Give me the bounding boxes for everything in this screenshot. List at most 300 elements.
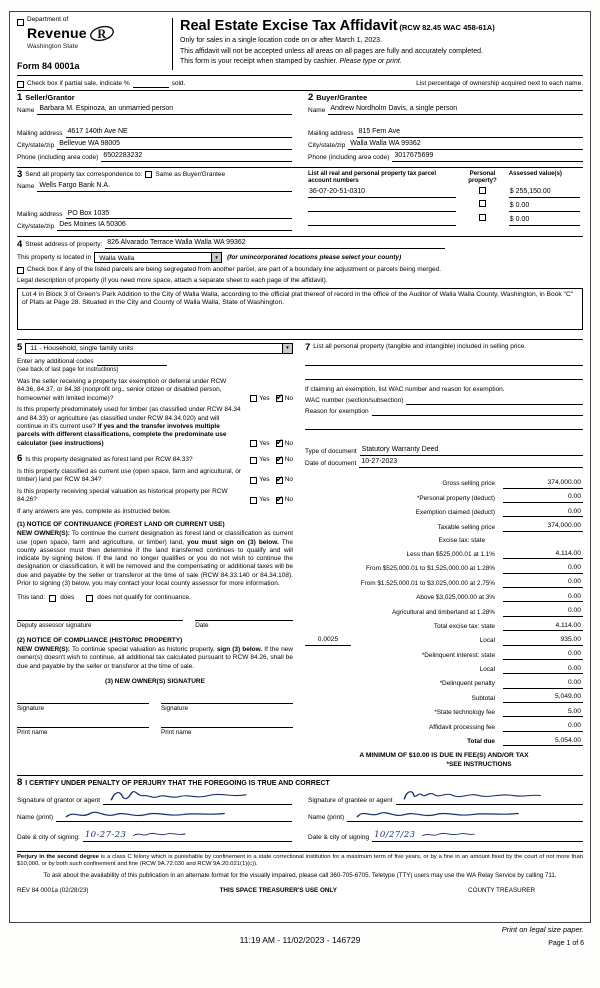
grantee-name-handwriting <box>353 806 530 821</box>
personal-property-intro: List all personal property (tangible and intangible) included in selling price. <box>313 342 527 350</box>
exemption-deferral-answers <box>242 395 293 403</box>
title-line <box>180 17 583 36</box>
money-row <box>305 708 583 718</box>
partial-sale-label: Check box if partial sale, indicate % <box>27 79 130 87</box>
timber-no-checkbox[interactable] <box>276 440 283 447</box>
money-row <box>305 679 583 689</box>
grantor-signature-scrawl <box>109 789 251 804</box>
buyer-phone-label: Phone (including area code) <box>308 153 390 161</box>
personal-property-deduct-value[interactable]: 0.00 <box>503 493 583 503</box>
see-instructions-note: *SEE INSTRUCTIONS <box>446 760 512 768</box>
personal-property-line-1[interactable] <box>305 356 583 366</box>
grantee-date-handwriting: 10/27/23 <box>374 830 416 841</box>
correspondence-parcel-row <box>17 167 583 236</box>
buyer-name-label: Name <box>308 106 326 114</box>
parcel-table-section <box>308 170 583 231</box>
owner-signature-1-cell <box>17 694 149 713</box>
notice1-bold: you must sign on (3) below. <box>187 538 279 546</box>
header-divider <box>172 18 173 70</box>
form-title: Real Estate Excise Tax Affidavit <box>180 18 398 34</box>
exemption-claimed-value[interactable]: 0.00 <box>503 508 583 518</box>
county-treasurer-label: COUNTY TREASURER <box>468 886 535 894</box>
section-4-number: 4 <box>17 238 23 250</box>
tax-computation-column <box>305 343 583 769</box>
seller-csz-label: City/state/zip <box>17 141 55 149</box>
doc-type-field[interactable]: Statutory Warranty Deed <box>360 446 583 456</box>
correspondence-csz-label: City/state/zip <box>17 223 55 231</box>
parcel-row <box>308 198 583 212</box>
additional-codes-field[interactable] <box>97 358 167 366</box>
seller-heading-row <box>17 93 292 103</box>
delinquent-interest-state-label: *Delinquent interest: state <box>421 651 495 659</box>
owner-signature-2-cell <box>161 694 293 713</box>
header-note-3 <box>180 58 583 67</box>
personal-property-2-checkbox[interactable] <box>479 214 486 221</box>
money-row <box>305 636 583 646</box>
deputy-date-cell <box>195 611 293 630</box>
revenue-row <box>27 24 115 43</box>
money-row <box>305 607 583 617</box>
left-column <box>17 343 305 769</box>
buyer-heading: Buyer/Grantee <box>316 92 368 102</box>
segregated-label: Check box if any of the listed parcels are being segregated from another parcel, are part of a boundary line adjustment or parcels being merged. <box>27 266 442 274</box>
grantor-city-handwriting <box>132 829 187 839</box>
land-does-checkbox[interactable] <box>49 595 56 602</box>
exemption-note: If claiming an exemption, list WAC number and reason for exemption. <box>305 386 505 394</box>
treasurer-space-label: THIS SPACE TREASURER'S USE ONLY <box>219 886 337 894</box>
buyer-mailing-field[interactable]: 815 Fern Ave <box>357 128 583 138</box>
local-tax-value[interactable]: 935.00 <box>503 636 583 646</box>
seller-mailing-field[interactable]: 4617 140th Ave NE <box>66 128 292 138</box>
money-row <box>305 693 583 703</box>
money-row <box>305 550 583 560</box>
money-row <box>305 508 583 518</box>
no-label: No <box>284 456 293 463</box>
wac-number-field[interactable] <box>406 396 583 405</box>
seller-heading: Seller/Grantor <box>25 92 75 102</box>
yes-label: Yes <box>259 476 270 484</box>
doc-date-label: Date of document <box>305 459 357 467</box>
additional-codes-label: Enter any additional codes <box>17 357 94 365</box>
owner-print-2-caption: Print name <box>161 729 192 737</box>
money-row <box>305 737 583 747</box>
personal-property-0-checkbox[interactable] <box>479 187 486 194</box>
subtotal-value[interactable]: 5,049.00 <box>503 693 583 703</box>
dept-of-label: Department of <box>27 16 69 23</box>
local-tax-label: Local <box>479 637 495 645</box>
grantor-date-city-field[interactable] <box>83 829 292 842</box>
tax-tier-1-label: Less than $525,000.01 at 1.1% <box>406 551 495 559</box>
owner-print-1-cell <box>17 718 149 737</box>
signatures-row <box>17 789 583 842</box>
grantee-name-print-label: Name (print) <box>308 813 345 821</box>
exemption-deferral-question <box>17 378 293 403</box>
header-note-2: This affidavit will not be accepted unless all areas on all pages are fully and accurately completed. <box>180 47 483 55</box>
section-6-number: 6 <box>17 453 23 464</box>
notice2-part2: If the new owner(s) doesn't wish to continue, all additional tax calculated pursuant to RCW 84.26, shall be due and payable by the seller or transferor at the time of sale. <box>17 646 293 670</box>
correspondence-name-field[interactable]: Wells Fargo Bank N.A. <box>37 182 292 192</box>
sold-label: sold. <box>171 79 186 87</box>
minimum-due-note: A MINIMUM OF $10.00 IS DUE IN FEE(S) AND/OR TAX <box>359 752 529 760</box>
grantee-date-city-field[interactable] <box>372 829 583 842</box>
timber-answers <box>242 440 293 448</box>
agricultural-timberland-label: Agricultural and timberland at 1.28% <box>391 608 495 616</box>
tax-tier-2-value[interactable]: 0.00 <box>503 564 583 574</box>
dropdown-arrow-icon <box>211 253 221 262</box>
perjury-lead: Perjury in the second degree <box>17 854 99 861</box>
header-note-1: Only for sales in a single location code on or after March 1, 2023. <box>180 37 382 45</box>
delinquent-interest-local-value[interactable]: 0.00 <box>503 665 583 675</box>
bottom-row <box>17 887 583 895</box>
forest-land-question <box>17 454 293 464</box>
local-rate-field[interactable]: 0.0025 <box>305 636 351 646</box>
parcel-table-header-row <box>308 170 583 184</box>
yes-label: Yes <box>259 456 270 463</box>
grantor-name-handwriting <box>62 806 239 821</box>
unincorporated-note: (for unincorporated locations please select your county) <box>227 253 402 261</box>
grantor-date-city-label: Date & city of signing: <box>17 834 80 842</box>
grantor-name-print-label: Name (print) <box>17 813 54 821</box>
reason-exemption-label: Reason for exemption <box>305 408 369 416</box>
current-use-answers <box>242 476 293 484</box>
section-2-number: 2 <box>308 91 314 103</box>
money-row <box>305 564 583 574</box>
money-row <box>305 479 583 489</box>
current-use-question <box>17 468 293 485</box>
partial-sale-bar <box>17 76 583 90</box>
correspondence-mailing-label: Mailing address <box>17 211 63 219</box>
title-block <box>180 16 583 72</box>
timber-question-bold: If yes and the transfer involves multiple parcels with different classifications, complete the predominate use calculator (see instructions) <box>17 423 227 447</box>
subtotal-label: Subtotal <box>471 694 495 702</box>
buyer-mailing-label: Mailing address <box>308 129 354 137</box>
parcel-number-1-field[interactable] <box>308 203 456 212</box>
tax-tier-3-value[interactable]: 0.00 <box>503 578 583 588</box>
delinquent-interest-local-label: Local <box>479 666 495 674</box>
deputy-date-caption: Date <box>195 621 209 629</box>
parcel-number-2-field[interactable] <box>308 217 456 226</box>
rev-number: REV 84 0001a (02/28/23) <box>17 886 89 894</box>
timber-question-normal: Is this property predominately used for timber (as classified under RCW 84.34 and 84.33) or agriculture (as classified under RCW 84.34.020) and will continue in it's current use? <box>17 406 241 431</box>
total-excise-state-label: Total excise tax: state <box>433 622 495 630</box>
money-row <box>305 665 583 675</box>
current-use-no-checkbox[interactable] <box>276 477 283 484</box>
notice-compliance-title: (2) NOTICE OF COMPLIANCE (HISTORIC PROPERTY) <box>17 636 183 644</box>
owner-print-2-field[interactable] <box>161 718 293 728</box>
see-back-note: (see back of last page for instructions) <box>17 366 119 373</box>
reason-exemption-field[interactable] <box>372 407 583 416</box>
does-not-label: does not qualify for continuance. <box>97 594 191 602</box>
assessed-value-0-field[interactable]: $ 255,150.00 <box>509 188 580 198</box>
taxable-selling-price-label: Taxable selling price <box>437 523 495 531</box>
tax-tier-4-label: Above $3,025,000.00 at 3% <box>416 594 495 602</box>
owner-signature-1-field[interactable] <box>17 694 149 704</box>
affidavit-processing-fee-value[interactable]: 0.00 <box>503 722 583 732</box>
notice1-lead: NEW OWNER(S): <box>17 530 72 538</box>
historic-yes-checkbox[interactable] <box>250 497 257 504</box>
small-square-icon <box>17 19 24 26</box>
seller-phone-field[interactable]: 6502283232 <box>101 152 292 162</box>
yes-label: Yes <box>259 439 270 447</box>
buyer-section <box>308 93 583 162</box>
partial-sale-checkbox[interactable] <box>17 81 24 88</box>
grantee-name-print-field[interactable] <box>347 813 583 822</box>
parcel-table <box>308 170 583 225</box>
correspondence-label: Send all property tax correspondence to: <box>25 170 143 178</box>
notice2-bold: sign (3) below. <box>216 646 263 654</box>
land-qualify-row <box>17 594 293 602</box>
new-owner-print-row <box>17 718 293 737</box>
tax-tier-3-label: From $1,525,000.01 to $3,025,000.00 at 2.75% <box>360 579 495 587</box>
yes-label: Yes <box>259 394 270 402</box>
gross-selling-price-label: Gross selling price <box>442 480 495 488</box>
grantee-signature-field[interactable] <box>396 796 583 805</box>
deputy-signature-cell <box>17 611 183 630</box>
forest-yes-checkbox[interactable] <box>250 457 257 464</box>
legal-description-label: Legal description of property (if you need more space, attach a separate sheet to each page of the affidavit). <box>17 277 328 285</box>
buyer-name-field[interactable]: Andrew Nordholm Davis, a single person <box>328 105 583 115</box>
assessed-value-1-field[interactable]: $ 0.00 <box>509 202 580 212</box>
grantee-signature-block <box>308 789 583 842</box>
no-label: No <box>284 394 293 402</box>
notice1-part2: The county assessor must then determine if the land transferred continues to qualify and will indicate by signing below. If the land no longer qualifies or you do not wish to continue the designation or classification, it will be removed and the compensating or additional taxes will be due and payable by the seller or transferor at the time of sale (RCW 84.33.140 or 84.34.108). Prior to signing (3) below, you may contact your local county assessor for more information. <box>17 538 293 588</box>
correspondence-mailing-field[interactable]: PO Box 1035 <box>66 210 292 220</box>
notice-continuance-text <box>17 530 293 588</box>
reason-exemption-line-2[interactable] <box>305 420 583 430</box>
total-due-value[interactable]: 5,054.00 <box>503 737 583 747</box>
header-note-3a: This form is your receipt when stamped by cashier. <box>180 57 340 65</box>
forest-land-text <box>17 454 242 464</box>
spacer <box>305 468 583 474</box>
same-as-buyer-checkbox[interactable] <box>145 171 152 178</box>
doc-date-field[interactable]: 10-27-2023 <box>359 458 583 468</box>
timber-question <box>17 406 293 448</box>
tax-correspondence-section <box>17 170 292 231</box>
logo-letter: R <box>97 27 107 42</box>
doc-type-label: Type of document <box>305 447 357 455</box>
owner-signature-1-caption: Signature <box>17 705 44 713</box>
owner-print-1-caption: Print name <box>17 729 48 737</box>
tax-tier-2-label: From $525,000.01 to $1,525,000.00 at 1.28% <box>366 565 495 573</box>
notice2-lead: NEW OWNER(S): <box>17 646 73 654</box>
grantor-date-handwriting: 10-27-23 <box>84 830 127 841</box>
legal-description-field[interactable]: Lot 4 in Block 3 of Green's Park Addition to the City of Walla Walla, according to the official plat thereof of record in the office of the Auditor of Walla Walla County, Washington, in Book "C" of Plats at Page 28. Situated in the City and County of Walla Walla, State of Washington. <box>17 288 583 330</box>
yes-label: Yes <box>259 496 270 504</box>
section-7-number: 7 <box>305 341 311 353</box>
tax-tier-1-value[interactable]: 4,114.00 <box>503 550 583 560</box>
parcel-numbers-header: List all real and personal property tax parcel account numbers <box>308 170 437 185</box>
main-columns <box>17 339 583 769</box>
grantor-signature-block <box>17 789 292 842</box>
header-note-3b: Please type or print. <box>339 57 402 65</box>
state-technology-fee-label: *State technology fee <box>434 709 495 717</box>
section-8-number: 8 <box>17 776 23 788</box>
historic-answers <box>242 496 293 504</box>
section-3-number: 3 <box>17 169 23 181</box>
parcel-number-0-field[interactable]: 36-07-20-51-0310 <box>308 188 456 198</box>
certify-heading-row <box>17 778 583 789</box>
property-location-section <box>17 236 583 334</box>
form-header <box>17 16 583 76</box>
seller-buyer-row <box>17 90 583 167</box>
notice-compliance-text <box>17 646 293 671</box>
gross-selling-price-value[interactable]: 374,000.00 <box>503 479 583 489</box>
grantee-city-handwriting <box>421 829 476 839</box>
segregated-checkbox[interactable] <box>17 267 24 274</box>
personal-property-1-checkbox[interactable] <box>479 200 486 207</box>
deputy-date-field[interactable] <box>195 611 293 621</box>
personal-property-intro-row <box>305 343 583 353</box>
alternate-format-note: To ask about the availability of this publication in an alternate format for the visually impaired, please call 360-705-6705. Teletype (TTY) users may use the WA Relay Service by calling 711. <box>43 871 557 879</box>
personal-property-deduct-label: *Personal property (deduct) <box>416 494 495 502</box>
seller-phone-label: Phone (including area code) <box>17 153 99 161</box>
owner-signature-2-field[interactable] <box>161 694 293 704</box>
grantor-name-print-field[interactable] <box>56 813 292 822</box>
owner-signature-2-caption: Signature <box>161 705 188 713</box>
delinquent-interest-state-value[interactable]: 0.00 <box>503 650 583 660</box>
spacer <box>305 430 583 444</box>
forest-land-answers <box>242 456 293 464</box>
deputy-signature-field[interactable] <box>17 611 183 621</box>
seller-csz-field[interactable]: Bellevue WA 98005 <box>57 140 292 150</box>
agricultural-timberland-value[interactable]: 0.00 <box>503 607 583 617</box>
exemption-claimed-label: Exemption claimed (deduct) <box>415 509 495 517</box>
money-row <box>305 650 583 660</box>
total-excise-state-value[interactable]: 4,114.00 <box>503 622 583 632</box>
grantee-date-city-label: Date & city of signing <box>308 834 370 842</box>
forest-land-label: Is this property designated as forest land per RCW 84.33? <box>25 456 193 463</box>
no-label: No <box>284 496 293 504</box>
use-code-value: 11 - Household, single family units <box>30 345 134 353</box>
use-code-dropdown[interactable] <box>25 343 293 354</box>
partial-sale-group <box>17 80 185 88</box>
partial-sale-percent-field[interactable] <box>133 80 169 88</box>
buyer-heading-row <box>308 93 583 103</box>
location-dropdown-value: Walla Walla <box>99 254 135 262</box>
certification-section <box>17 775 583 846</box>
affidavit-processing-fee-label: Affidavit processing fee <box>429 723 495 731</box>
money-row <box>305 578 583 588</box>
revenue-logo-icon <box>89 24 115 43</box>
forest-no-checkbox[interactable] <box>276 457 283 464</box>
certify-statement: I CERTIFY UNDER PENALTY OF PERJURY THAT THE FOREGOING IS TRUE AND CORRECT <box>25 779 330 787</box>
form-title-rcw: (RCW 82.45 WAC 458-61A) <box>399 23 495 32</box>
street-address-field[interactable]: 826 Alvarado Terrace Walla Walla WA 99362 <box>105 239 445 249</box>
section-5-number: 5 <box>17 342 23 354</box>
grantee-signature-label: Signature of grantee or agent <box>308 797 393 805</box>
street-address-label: Street address of property: <box>25 241 103 249</box>
wac-number-label: WAC number (section/subsection) <box>305 397 404 405</box>
seller-name-label: Name <box>17 106 35 114</box>
money-row <box>305 493 583 503</box>
parcel-row <box>308 184 583 198</box>
parcel-row <box>308 212 583 226</box>
money-row <box>305 593 583 603</box>
exemption-no-checkbox[interactable] <box>276 395 283 402</box>
notice1-part1: To continue the current designation as forest land or classification as current use (open space, farm and agriculture, or timber) land, <box>17 530 294 546</box>
buyer-csz-label: City/state/zip <box>308 141 346 149</box>
affidavit-page <box>9 11 591 923</box>
perjury-text: is a class C felony which is punishable by confinement in a state correctional institution for a maximum term of five years, or by a fine in an amount fixed by the court of not more than $10,000, or by both such confinement and fine (RCW 9A.72.030 and RCW 9A.20.021(1)(c)). <box>17 854 583 868</box>
deputy-assessor-row <box>17 611 293 630</box>
deputy-signature-caption: Deputy assessor signature <box>17 621 92 629</box>
owner-print-1-field[interactable] <box>17 718 149 728</box>
timestamp: 11:19 AM - 11/02/2023 - 146729 <box>239 935 361 945</box>
agency-lockup <box>17 16 165 52</box>
delinquent-penalty-value[interactable]: 0.00 <box>503 679 583 689</box>
exemption-yes-checkbox[interactable] <box>250 395 257 402</box>
new-owner-signature-row <box>17 694 293 713</box>
new-owner-signature-title: (3) NEW OWNER(S) SIGNATURE <box>105 677 205 685</box>
form-number: Form 84 0001a <box>17 60 80 71</box>
buyer-csz-field[interactable]: Walla Walla WA 99362 <box>348 140 583 150</box>
seller-section <box>17 93 292 162</box>
notice-continuance-title: (1) NOTICE OF CONTINUANCE (FOREST LAND OR CURRENT USE) <box>17 520 225 528</box>
grantor-signature-field[interactable] <box>103 796 292 805</box>
no-label: No <box>284 439 293 447</box>
seller-name-field[interactable]: Barbara M. Espinoza, an unmarried person <box>37 105 292 115</box>
perjury-paragraph <box>17 851 583 868</box>
same-as-buyer-label: Same as Buyer/Grantee <box>155 170 226 178</box>
money-row <box>305 522 583 532</box>
assessed-value-2-field[interactable]: $ 0.00 <box>509 216 580 226</box>
revenue-wordmark: Revenue <box>27 24 87 41</box>
located-in-label: This property is located in <box>17 253 92 261</box>
seller-mailing-label: Mailing address <box>17 129 63 137</box>
seller-name-gap <box>17 115 292 126</box>
land-does-not-checkbox[interactable] <box>86 595 93 602</box>
historic-text: Is this property receiving special valuation as historical property per RCW 84.26? <box>17 487 228 504</box>
dropdown-arrow-icon <box>282 344 292 353</box>
agency-block <box>17 16 165 72</box>
state-technology-fee-value[interactable]: 5.00 <box>503 708 583 718</box>
correspondence-gap <box>17 192 292 208</box>
washington-state-label: Washington State <box>27 43 79 51</box>
correspondence-csz-field[interactable]: Des Moines IA 50306 <box>57 221 292 231</box>
historic-question <box>17 488 293 505</box>
location-dropdown[interactable] <box>94 252 222 263</box>
correspondence-name-label: Name <box>17 183 35 191</box>
money-row <box>305 622 583 632</box>
owner-print-2-cell <box>161 718 293 737</box>
print-legal-note: Print on legal size paper. <box>501 925 584 934</box>
taxable-selling-price-value[interactable]: 374,000.00 <box>503 522 583 532</box>
no-label: No <box>284 476 293 484</box>
total-due-label: Total due <box>467 737 495 745</box>
grantee-signature-scrawl <box>402 789 543 804</box>
excise-tax-state-heading: Excise tax: state <box>438 536 485 544</box>
exemption-deferral-text: Was the seller receiving a property tax exemption or deferral under RCW 84.36, 84.37, or 84.38 (nonprofit org., senior citizen or disabled person, homeowner with limited income)? <box>17 378 227 402</box>
ownership-note: List percentage of ownership acquired next to each name. <box>416 79 583 87</box>
page-number: Page 1 of 6 <box>548 940 584 947</box>
current-use-yes-checkbox[interactable] <box>250 477 257 484</box>
personal-property-line-2[interactable] <box>305 370 583 380</box>
historic-no-checkbox[interactable] <box>276 497 283 504</box>
if-yes-note: If any answers are yes, complete as instructed below. <box>17 507 171 515</box>
agency-text <box>27 16 115 52</box>
assessed-values-header: Assessed value(s) <box>508 170 562 178</box>
buyer-phone-field[interactable]: 3017675699 <box>392 152 583 162</box>
current-use-text: Is this property classified as current use (open space, farm and agricultural, or timber) land per RCW 84.34? <box>17 467 241 484</box>
tax-tier-4-value[interactable]: 0.00 <box>503 593 583 603</box>
does-label: does <box>60 594 75 602</box>
personal-property-header: Personal property? <box>468 170 497 185</box>
grantor-signature-label: Signature of grantor or agent <box>17 797 101 805</box>
timber-yes-checkbox[interactable] <box>250 440 257 447</box>
this-land-label: This land: <box>17 594 46 602</box>
notice2-part1: To continue special valuation as historic property, <box>72 646 217 654</box>
buyer-name-gap <box>308 115 583 126</box>
